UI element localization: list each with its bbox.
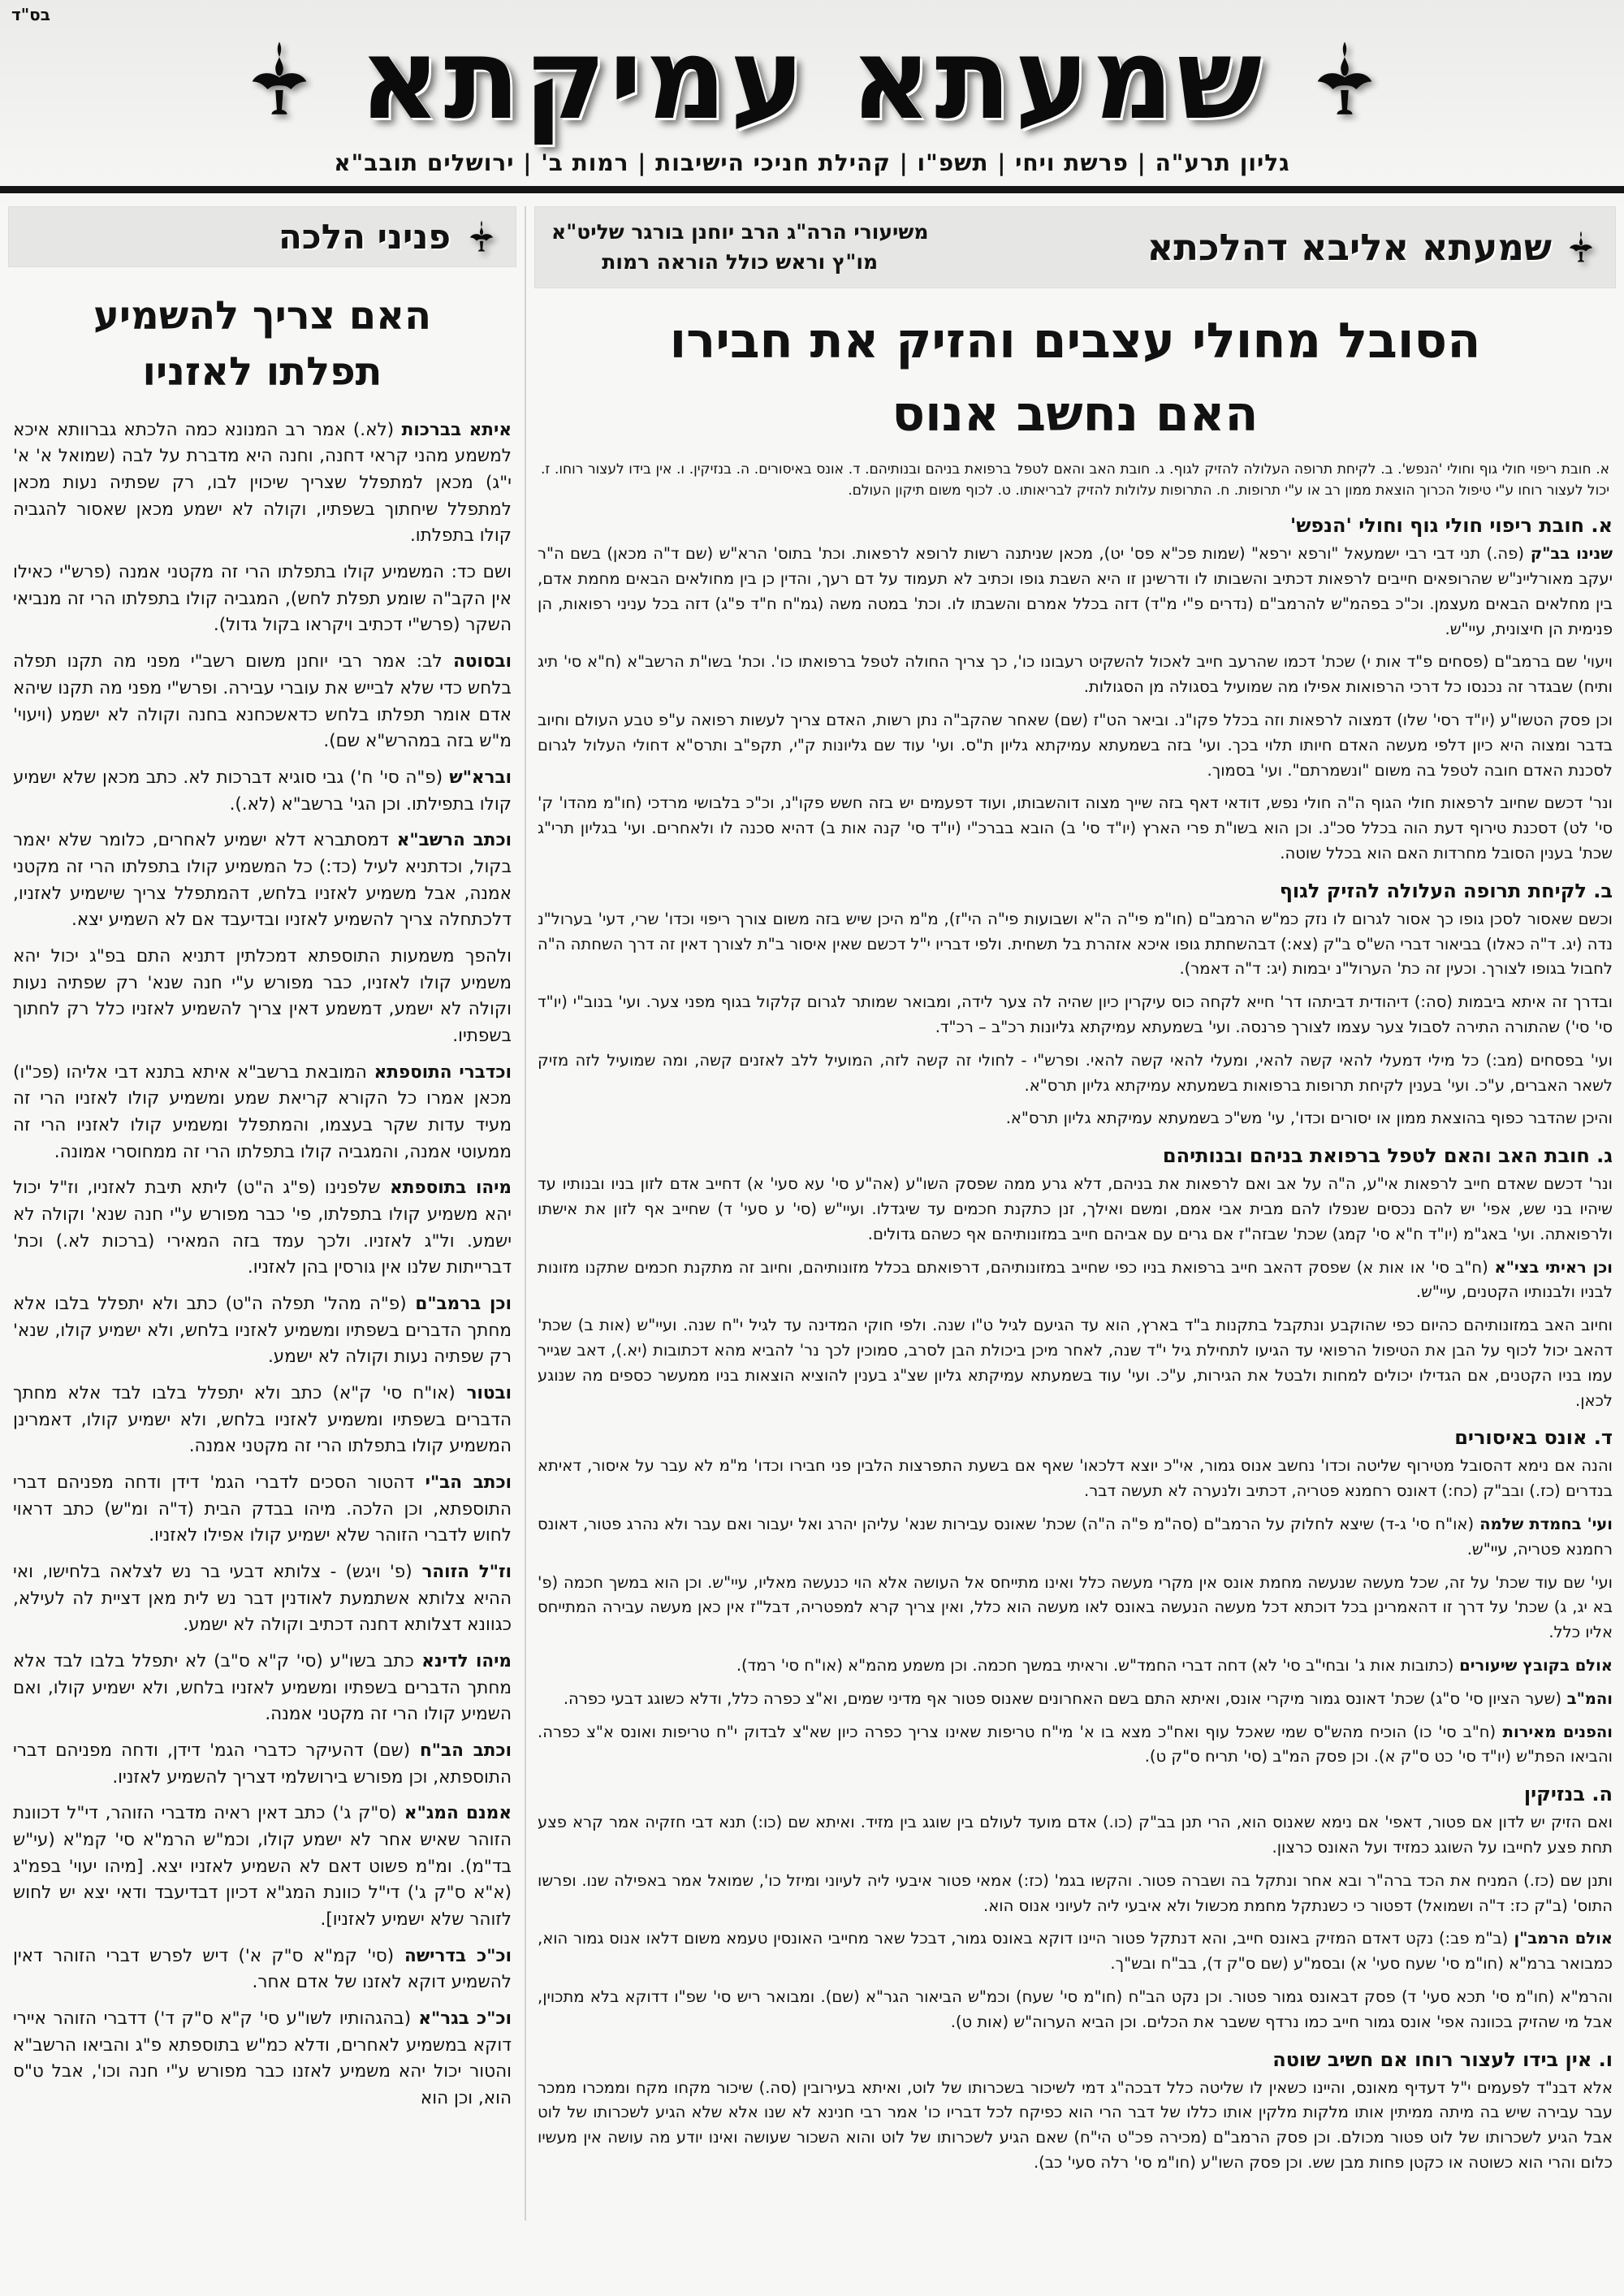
paragraph: ולהפך משמעות התוספתא דמכלתין דתניא התם בפ"ג יכול יהא משמיע קולו לאזניו, כבר מפורש ע"י חנה שנא' רק שפתיה נעות וקולה לא ישמע, דמשמע דאין צריך להשמיע לאזניו כלל רק לחתוך בשפתיו. bbox=[13, 945, 512, 1046]
main-column-header bbox=[534, 206, 1616, 288]
page-title: שמעתא עמיקתא bbox=[359, 12, 1265, 145]
paragraph: אולם בקובץ שיעורים (כתובות אות ג' ובחי"ב סי' לא) דחה דברי החמד"ש. וראיתי במשך חכמה. וכן משמע מהמ"א (או"ח סי' רמד). bbox=[736, 1655, 1613, 1675]
headline-line1: האם צריך להשמיע bbox=[93, 292, 432, 339]
byline bbox=[551, 217, 928, 278]
fleuron-icon bbox=[237, 37, 322, 121]
paragraph: וכן פסק הטשו"ע (יו"ד רסי' שלו) דמצוה לרפאות וזה בכלל פקו"נ. וביאר הט"ז (שם) שאחר שהקב"ה נתן רשות, האדם צריך לעשות רפואה ע"פ טבע העולם וחיוב בדבר ומצוה היא כיון דלפי מעשה האדם חיותו תלוי בכך. ועי' בזה בשמעתא עמיקתא גליון ת"ס. ועי' עוד שם גליונות ק"י, תקפ"ב ותרס"א דחולי העלול לגרום לסכנת האדם חובה לטפל בה משום "ונשמרתם". ועי' בסמוך. bbox=[538, 711, 1613, 780]
fleuron-icon bbox=[464, 218, 499, 254]
paragraph: ועי' בחמדת שלמה (או"ח סי' ג-ד) שיצא לחלוק על הרמב"ם (סה"מ פ"ה ה"ה) שכת' שאונס עבירות שנא' עליהן יהרג ואל יעבור ואם עבר ולא נהרג פטור, דאונס רחמנא פטריה, עיי"ש. bbox=[538, 1514, 1613, 1559]
paragraph: אלא דבנ"ד לפעמים י"ל דעדיף מאונס, והיינו כשאין לו שליטה כלל דבכה"ג דמי לשיכור בשכרותו של לוט, ואיתא בעירובין (סה.) שיכור מקחו מקח וממכרו ממכר עבר עבירה שיש בה מיתה ממיתין אותו מלקות מלקין אותו כללו של דבר הרי הוא כפיקח לכל דבריו כו' אמר רבי חנינא לא שנו אלא שלא הגיע לשכרותו של לוט אבל הגיע לשכרותו של לוט פטור מכולם. וכן פסק הרמב"ם (מכירה פכ"ט הי"ח) שאם הגיע לשכרותו של לוט והוא השכור שעושה ואינו יודע מה עושה אין מעשיו כלום והרי הוא כשוטה או כקטן פחות מבן שש. וכן פסק השו"ע (חו"מ סי' רלה סעי' כב). bbox=[538, 2078, 1613, 2172]
paragraph-lead: אמנם המג"א bbox=[396, 1803, 512, 1824]
paragraph: שנינו בב"ק (פה.) תני דבי רבי ישמעאל "ורפא ירפא" (שמות פכ"א פס' יט), מכאן שניתנה רשות לרופא לרפאות. וכת' בתוס' הרא"ש (שם ד"ה מכאן) בשם ה"ר יעקב מאורליינ"ש שהרופאים חייבים לרפאות דכתיב והשבותו לו ודרשינן זו היא השבת גופו וכתיב לא תעמוד על דם רעך, והדין כן בין מחולאים הבאים מחמת אדם, בין מחלאים הבאים מעצמן. וכ"כ בפהמ"ש להרמב"ם (נדרים פ"י מ"ד) דזה בכלל אמרם והשבתו לו. וכת' במטה משה (גמ"ח ח"ד פ"ג) דזה בכל עניני רפואות, הן פנימית הן חיצונית, עיי"ש. bbox=[538, 544, 1613, 638]
fleuron-icon bbox=[1563, 229, 1599, 265]
header-divider bbox=[0, 186, 1624, 193]
paragraph-lead: אולם בקובץ שיעורים bbox=[1453, 1655, 1613, 1675]
paragraph-lead: מיהו לדינא bbox=[413, 1651, 512, 1671]
section-heading: ב. לקיחת תרופה העלולה להזיק לגוף bbox=[1279, 879, 1613, 902]
paragraph-lead: ובסוטה bbox=[442, 651, 512, 672]
paragraph-lead: וברא"ש bbox=[443, 767, 512, 788]
paragraph: וכן ברמב"ם (פ"ה מהל' תפלה ה"ט) כתב ולא יתפלל בלבו אלא מחתך הדברים בשפתיו ומשמיע לאזניו בלחש, ולא ישמיע קולו, שנא' רק שפתיה נעות וקולה לא ישמע. bbox=[13, 1293, 512, 1368]
paragraph-lead: וכ"כ בדרישה bbox=[394, 1945, 512, 1966]
paragraph: איתא בברכות (לא.) אמר רב המנונא כמה הלכתא גברוותא איכא למשמע מהני קראי דחנה, וחנה היא מדברת על לבה (שמואל א' א' י"ג) מכאן למתפלל שצריך שיכוין לבו, רק שפתיה נעות מכאן למתפלל שיחתוך בשפתיו, וקולה לא ישמע מכאן שאסור להגביה קולו בתפלתו. bbox=[13, 419, 512, 547]
paragraph-lead: וז"ל הזוהר bbox=[412, 1561, 512, 1582]
paragraph: ותנן שם (כז.) המניח את הכד ברה"ר ובא אחר ונתקל בה ושברה פטור. והקשו בגמ' (כז:) אמאי פטור איבעי ליה לעיוני ומיזל כו', שמואל אמר באפילה שנו. ופרשו התוס' (ב"ק כז: ד"ה ושמואל) דפטור כי כשנתקל מחמת מכשול ולא איבעי ליה לעיוני אנוס הוא. bbox=[538, 1870, 1613, 1915]
paragraph: ובטור (או"ח סי' ק"א) כתב ולא יתפלל בלבו לבד אלא מחתך הדברים בשפתיו ומשמיע לאזניו בלחש, ולא ישמיע קולו, דאמרינן המשמיע קולו בתפלתו הרי זה מקטני אמנה. bbox=[13, 1382, 512, 1457]
paragraph-lead: וכ"כ בגר"א bbox=[411, 2008, 512, 2030]
section-heading: ו. אין בידו לעצור רוחו אם חשיב שוטה bbox=[1272, 2047, 1613, 2071]
paragraph: וכשם שאסור לסכן גופו כך אסור לגרום לו נזק כמ"ש הרמב"ם (חו"מ פי"ה ה"א ושבועות פי"ה הי"ז), מ"מ היכן שיש בזה משום צורך ריפוי וכדו' שרי, דעי' בערול"נ נדה (יג. ד"ה כאלו) בביאור דברי הש"ס ב"ק (צא:) דבהשחתת גופו איכא אזהרת בל תשחית. ולפי דבריו י"ל דכשם שאין איסור ב"ת לצורך דאין זה דרך השחתה ה"ה לחבול בגופו לצורך. וכעין זה כת' הערול"נ יבמות (יג: ד"ה דאמר). bbox=[538, 909, 1613, 979]
byline-line2: מו"ץ וראש כולל הוראה רמות bbox=[602, 250, 879, 275]
paragraph: ובסוטה לב: אמר רבי יוחנן משום רשב"י מפני מה תקנו תפלה בלחש כדי שלא לבייש את עוברי עבירה. ופרש"י מפני מה תקנו שיהא אדם אומר תפלתו בלחש כדאשכחנא בחנה וקולה לא ישמע (ויעוי' מ"ש בזה במהרש"א שם). bbox=[13, 651, 512, 752]
main-article-column bbox=[534, 206, 1616, 2184]
section-heading: א. חובת ריפוי חולי גוף וחולי 'הנפש' bbox=[1289, 514, 1613, 538]
article-body bbox=[534, 459, 1616, 2176]
paragraph: מיהו בתוספתא שלפנינו (פ"ג ה"ט) ליתא תיבת לאזניו, וז"ל יכול יהא משמיע קולו בתפלתו, פי' כבר מפורש ע"י חנה שנא' וקולה לא ישמע. ול"ג לאזניו. ולכך עמד בזה המאירי (ברכות לא.) וכת' דברייתות שלנו אין גורסין בהן לאזניו. bbox=[13, 1178, 512, 1278]
paragraph: ובדרך זה איתא ביבמות (סה:) דיהודית דביתהו דר' חייא לקחה כוס עיקרין כיון שהיה לה צער לידה, ומבואר שמותר לגרום קלקול בגוף מפני צער. ועי' בנוב"י (יו"ד סי' סי') שהתורה התירה לסבול צער עצמו לצורך פרנסה. ועי' בשמעתא עמיקתא גליונות רכ"ב – רכ"ד. bbox=[538, 992, 1613, 1037]
paragraph-lead: וכן ראיתי בצי"א bbox=[1488, 1257, 1613, 1277]
column-divider bbox=[525, 206, 526, 2220]
column-title: שמעתא אליבא דהלכתא bbox=[1147, 225, 1552, 269]
paragraph: וברא"ש (פ"ה סי' ח') גבי סוגיא דברכות לא. כתב מכאן שלא ישמיע קולו בתפילתו. וכן הגי' ברשב"א (לא.). bbox=[13, 767, 512, 815]
paragraph-lead: והמ"ב bbox=[1561, 1688, 1613, 1708]
paragraph: אולם הרמב"ן (ב"מ פב:) נקט דאדם המזיק באונס חייב, והא דנתקל פטור היינו דוקא באונס גמור, דבכל שאר מחייבי האונסין טעמא משום דלאו אנוס גמור הוא, כמבואר ברמ"א (חו"מ סי' שעח סעי' א) ובסמ"ע (שם ס"ק ד), בב"ח ובש"ך. bbox=[538, 1929, 1613, 1974]
section-heading: ה. בנזיקין bbox=[1523, 1783, 1613, 1806]
byline-line1: משיעורי הרה"ג הרב יוחנן בורגר שליט"א bbox=[551, 219, 929, 244]
fleuron-icon bbox=[1302, 37, 1387, 121]
topics-summary: א. חובת ריפוי חולי גוף וחולי 'הנפש'. ב. לקיחת תרופה העלולה להזיק לגוף. ג. חובת האב והאם לטפל ברפואת בניהם ובנותיהם. ד. אונס באיסורים. ה. בנזיקין. ו. אין בידו לעצור רוחו. ז. יכול לעצור רוחו ע"י טיפול הכרוך הוצאת ממון רב או ע"י תרופות. ח. התרופות עלולות להזיק לבריאותו. ט. לכוף משום תיקון העולם. bbox=[541, 460, 1609, 499]
issue-subtitle: גליון תרע"ה | פרשת ויחי | תשפ"ו | קהילת חניכי הישיבות | רמות ב' | ירושלים תובב"א bbox=[334, 149, 1290, 176]
side-article-body bbox=[8, 417, 516, 2112]
masthead bbox=[0, 0, 1624, 146]
paragraph: והיכן שהדבר כפוף בהוצאת ממון או יסורים וכדו', עי' מש"כ בשמעתא עמיקתא גליון תרס"א. bbox=[1005, 1109, 1613, 1128]
paragraph-lead: וכתב הב"י bbox=[414, 1472, 512, 1493]
headline-line2: האם נחשב אנוס bbox=[892, 385, 1259, 443]
paragraph: והרמ"א (חו"מ סי' תכא סעי' ד) פסק דבאונס גמור פטור. וכן נקט הב"ח (חו"מ סי' שעח) וכמ"ש הביאור הגר"א (שם). ומבואר ריש סי' שפ"ו דדוקא בלא מתכוין, אבל מי שהזיק בכוונה אפי' אונס גמור חייב כמו נרדף ששבר את הכלים. וכן הביא הערוה"ש (אות ט). bbox=[538, 1987, 1613, 2031]
paragraph: ועי' שם עוד שכת' על זה, שכל מעשה שנעשה מחמת אונס אין מקרי מעשה כלל ואינו מתייחס אל העושה אלא הוי כנעשה מאליו, עיי"ש. וכן הוא במשך חכמה (פ' בא יג, ג) שכת' על דרך זו דהאמרינן בכל דוכתא דכל מעשה הנעשה באונס לאו מעשה הוא כלל, ואין צריך קרא למפטריה, דבל"ז אין כאן מעשה עבירה המתייחס אליו כלל. bbox=[538, 1572, 1613, 1642]
side-article-paragraphs bbox=[13, 417, 512, 2112]
paragraph-lead: וכתב הרשב"א bbox=[388, 830, 512, 851]
paragraph-lead: וכתב הב"ח bbox=[410, 1740, 512, 1762]
paragraph: וכתב הב"י דהטור הסכים לדברי הגמ' דידן ודחה מפניהם דברי התוספתא, וכן הלכה. מיהו בבדק הבית (ד"ה ומ"ש) כתב דראוי לחוש לדברי הזוהר שלא ישמיע קולו אפילו לאזניו. bbox=[13, 1472, 512, 1546]
paragraph-lead: אולם הרמב"ן bbox=[1508, 1929, 1613, 1948]
paragraph: והנה אם נימא דהסובל מטירוף שליטה וכדו' נחשב אנוס גמור, אי"כ יוצא דלכאו' שאף אם בשעת התפרצות הלבין פני חבירו וכדו' מ"מ לא עבר על איסור, דאיתא בנדרים (כז.) ובב"ק (כח:) דאונס רחמנא פטריה, דכתיב ולנערה לא תעשה דבר. bbox=[538, 1456, 1613, 1501]
paragraph-lead: מיהו בתוספתא bbox=[380, 1178, 512, 1199]
paragraph: ואם הזיק יש לדון אם פטור, דאפי' אם נימא שאנוס הוא, הרי תנן בב"ק (כו.) אדם מועד לעולם בין שוגג בין מזיד. ואיתא שם (כו:) תנא דבי חזקיה אמר קרא פצע תחת פצע לחייבו על השוגג כמזיד ועל האונס כרצון. bbox=[538, 1813, 1613, 1857]
section-heading: ד. אונס באיסורים bbox=[1454, 1426, 1613, 1450]
paragraph: והפנים מאירות (ח"ב סי' כו) הוכיח מהש"ס שמי שאכל עוף ואח"כ מצא בו א' מי"ח טריפות שאינו צריך כפרה כיון שא"צ לבדוק י"ח טריפות ואונס א"צ כפרה. והביאו הפת"ש (יו"ד סי' כט ס"ק א). וכן פסק המ"ב (סי' תריח ס"ק ט). bbox=[538, 1722, 1613, 1766]
paragraph-lead: ועי' בחמדת שלמה bbox=[1474, 1514, 1613, 1533]
section-heading: ג. חובת האב והאם לטפל ברפואת בניהם ובנותיהם bbox=[1162, 1144, 1613, 1168]
headline-line1: הסובל מחולי עצבים והזיק את חבירו bbox=[669, 312, 1481, 370]
paragraph: וכדברי התוספתא המובאת ברשב"א איתא בתנא דבי אליהו (פכ"ו) מכאן אמרו כל הקורא קריאת שמע ומשמיע קולו לאזניו הרי זה מעיד עדות שקר בעצמו, והמתפלל ומשמיע קולו לאזניו הרי זה ממעוטי אמנה, והמגביה קולו בתפלתו הרי זה ממחוסרי אמונה. bbox=[13, 1062, 512, 1162]
column-title: פניני הלכה bbox=[279, 216, 451, 257]
paragraph: והמ"ב (שער הציון סי' ס"ג) שכת' דאונס גמור מיקרי אונס, ואיתא התם בשם האחרונים שאנוס פטור אף מדיני שמים, וא"צ כפרה כלל, ודלא כשוגג דבעי כפרה. bbox=[563, 1688, 1613, 1708]
paragraph: וכן ראיתי בצי"א (ח"ב סי' או אות א) שפסק דהאב חייב ברפואת בניו כפי שחייב במזונותיהם, דרפואתם בכלל מזונותיהם, וחיוב זה מתקנת חכמים שתקנו מזונות לבניו ולבנותיו הקטנים, עיי"ש. bbox=[538, 1257, 1613, 1302]
paragraph: ושם כד: המשמיע קולו בתפלתו הרי זה מקטני אמנה (פרש"י כאילו אין הקב"ה שומע תפלת לחש), המגביה קולו בתפלתו הרי זה מנביאי השקר (פרש"י דכתיב ויקראו בקול גדול). bbox=[13, 562, 512, 636]
paragraph: מיהו לדינא כתב בשו"ע (סי' ק"א ס"ב) לא יתפלל בלבו לבד אלא מחתך הדברים בשפתיו ומשמיע לאזניו בלחש, ולא ישמיע קולו, ואם השמיע קולו הרי זה מקטני אמנה. bbox=[13, 1651, 512, 1725]
paragraph: ועי' בפסחים (מב:) כל מילי דמעלי להאי קשה להאי, ומעלי להאי קשה להאי. ופרש"י - לחולי זה קשה לזה, המועיל ללב לאזנים קשה, ומה שמועיל לזה מזיק לשאר האברים, ע"כ. ועי' בענין לקיחת תרופות ברפואות בשמעתא עמיקתא גליון תרס"א. bbox=[538, 1050, 1613, 1095]
paragraph: ונר' דכשם שחיוב לרפאות חולי הגוף ה"ה חולי נפש, דודאי דאף בזה שייך מצוה דוהשבותו, ועוד דפעמים יש בזה חשש פקו"נ, וכ"כ בלבושי מרדכי (חו"מ מהדו' ק' סי' לט) דסכנת טירוף דעת הוה בכלל סכ"נ. וכן הוא בשו"ת פרי הארץ (יו"ד סי' ב) הובא בברכ"י (יו"ד סי' קנה אות ב) דהיא סכנה לו ולאחרים. ועי' בגליון תרי"ג שכת' בענין הסובל מחרדות האם הוא בכלל שוטה. bbox=[538, 793, 1613, 863]
paragraph-lead: שנינו בב"ק bbox=[1523, 544, 1613, 564]
paragraph: וכתב הב"ח (שם) דהעיקר כדברי הגמ' דידן, ודחה מפניהם דברי התוספתא, וכן מפורש בירושלמי דצריך להשמיע לאזניו. bbox=[13, 1740, 512, 1788]
bsd-text: בס"ד bbox=[11, 5, 50, 24]
paragraph: וז"ל הזוהר (פ' ויגש) - צלותא דבעי בר נש לצלאה בלחישו, ואי ההיא צלותא אשתמעת לאודנין דבר נש לית מאן דציית לה לעילא, כגוונא דצלותא דחנה דכתיב וקולה לא ישמע. bbox=[13, 1561, 512, 1636]
paragraph: וכ"כ בגר"א (בהגהותיו לשו"ע סי' ק"א ס"ק ד') דדברי הזוהר איירי דוקא במשמיע לאחרים, ודלא כמ"ש בתוספתא פ"ג והביאו הרשב"א והטור יכול יהא משמיע לאזנו כבר מפורש ע"י חנה וכו', אבל ט"ס הוא, וכן הוא bbox=[13, 2008, 512, 2109]
paragraph: וחיוב האב במזונותיהם כהיום כפי שהוקבע ונתקבל בתקנות ב"ד בארץ, הוא עד הגיעם לגיל ט"ו שנה. ולפי חוקי המדינה עד לגיל י"ח שנה. ועיי"ש (אות ב) שכת' דהאב יכול לכוף על הבן את הטיפול הרפואי עד הגיעו לתחילת גיל י"ד שנה, לאחר מיכן ביכולת הבן לסרב, סמוכין לכך נר' להביא מהא דכתובות (יא.), דאב שגייר עמו בניו הקטנים, אם הגדילו יכולים למחות ולבטל את הגירות, ע"כ. ועי' עוד בשמעתא עמיקתא גליון שצ"ג בענין להוציא הוצאות בניו ממעשר כספים מה שנוגע לכאן. bbox=[538, 1316, 1613, 1410]
article-headline bbox=[534, 305, 1616, 451]
side-column-header bbox=[8, 206, 516, 267]
paragraph-lead: וכן ברמב"ם bbox=[406, 1293, 512, 1314]
paragraph-lead: איתא בברכות bbox=[394, 419, 512, 440]
paragraph-lead: והפנים מאירות bbox=[1496, 1722, 1613, 1741]
paragraph: וכתב הרשב"א דמסתברא דלא ישמיע לאחרים, כלומר שלא יאמר בקול, וכדתניא לעיל (כד:) כל המשמיע קולו בתפלתו הרי זה מקטני אמנה, אבל משמיע לאזניו בלחש, דהמתפלל צריך שישמיע לאזניו, דלכתחלה צריך להשמיע לאזניו ובדיעבד אם לא השמיע יצא. bbox=[13, 830, 512, 931]
side-article-column bbox=[8, 206, 516, 2122]
side-article-headline bbox=[8, 288, 516, 401]
article-sections bbox=[538, 514, 1613, 2175]
paragraph: ויעוי' שם ברמב"ם (פסחים פ"ד אות י) שכת' דכמו שהרעב חייב לאכול להשקיט רעבונו כו', כך צריך החולה לטפל ברפואתו כו'. וכת' בשו"ת הרשב"א (ח"א סי' תיג ותיח) שבגדר זה נכנסו כל דרכי הרפואות אפילו מה שמועיל בסגולה מן הסגולות. bbox=[538, 652, 1613, 697]
paragraph: אמנם המג"א (ס"ק ג') כתב דאין ראיה מדברי הזוהר, די"ל דכוונת הזוהר שאיש אחר לא ישמע קולו, וכמ"ש הרמ"א סי' קמ"א (עי"ש בד"מ). ומ"מ פשוט דאם לא השמיע לאזניו יצא. [מיהו יעוי' בפמ"ג (א"א ס"ק ג') די"ל כוונת המג"א דכיון דבדיעבד ודאי יצא יש לחוש לזוהר שלא ישמיע לאזניו]. bbox=[13, 1803, 512, 1931]
headline-line2: תפלתו לאזניו bbox=[142, 349, 382, 396]
paragraph-lead: וכדברי התוספתא bbox=[366, 1062, 512, 1083]
paragraph: וכ"כ בדרישה (סי' קמ"א ס"ק א') דיש לפרש דברי הזוהר דאין להשמיע דוקא לאזנו של אדם אחר. bbox=[13, 1945, 512, 1993]
content-columns bbox=[0, 193, 1624, 2220]
paragraph-lead: ובטור bbox=[455, 1382, 512, 1403]
paragraph: ונר' דכשם שאדם חייב לרפאות אי"ע, ה"ה על אב ואם לרפאות את בניהם, דלא גרע ממה שפסק השו"ע (אה"ע סי' עא סעי' א) דחייב אדם לזון בניו ובנותיו עד שיהיו בני שש, אפי' יש להם נכסים שנפלו להם מבית אבי אמם, ומשם ואילך, זנן כתקנת חכמים עד שיגדלו. ועיי"ש (סי' ע סעי' ד) שחייב אף לזון את אישתו ולרפואתה. ועי' באג"מ (יו"ד ח"א סי' קמג) שכת' שבזה"ז אם גרים עם אביהם חייב במזונותיהם אף כשהם גדולים. bbox=[538, 1174, 1613, 1243]
